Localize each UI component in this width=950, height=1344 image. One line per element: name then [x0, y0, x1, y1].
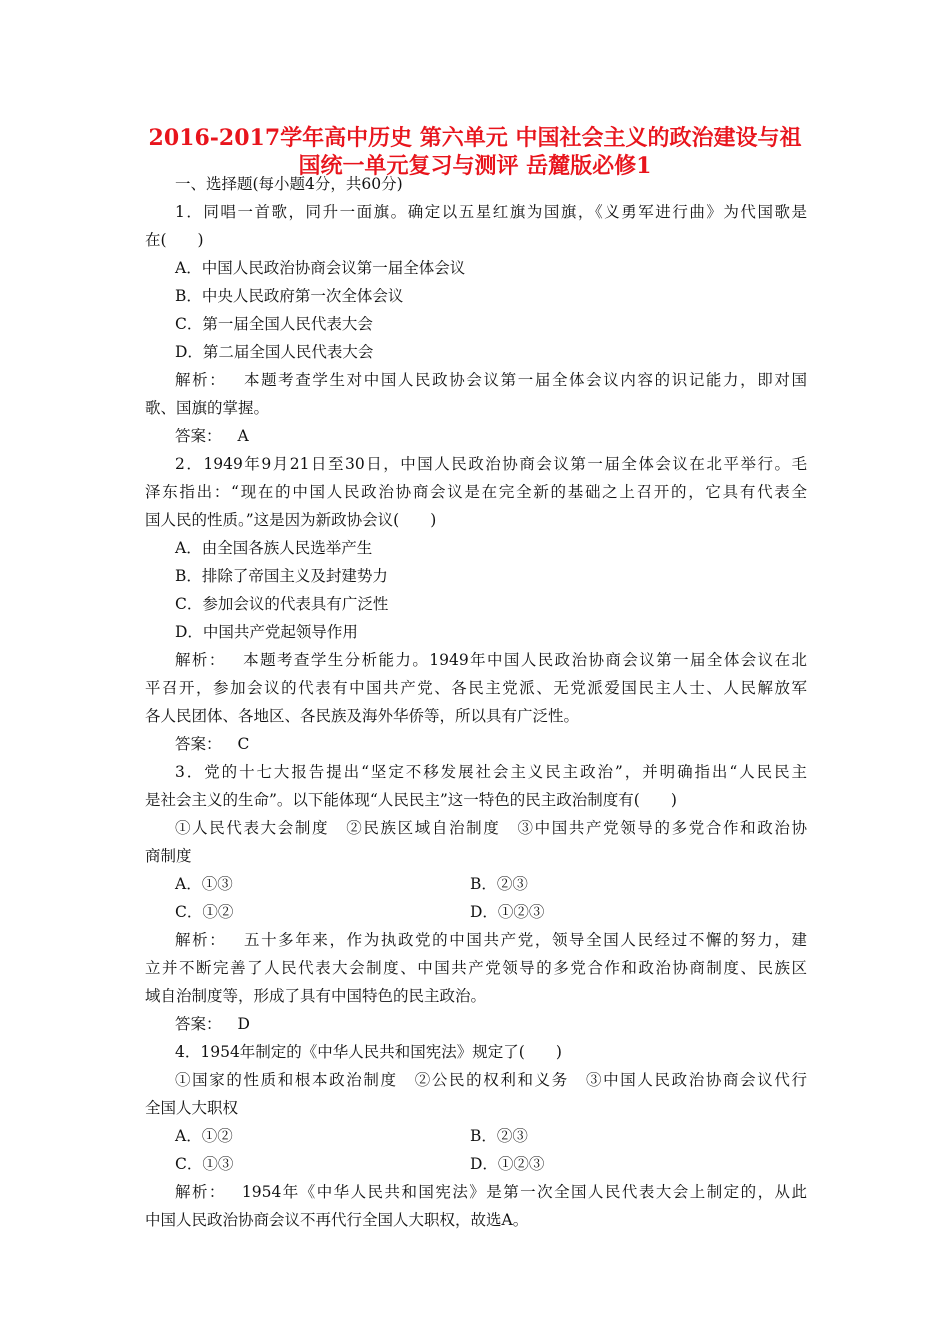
q1-analysis-label: 解析： [175, 371, 227, 389]
q1-answer [175, 422, 249, 450]
q3-analysis-line-3: 域自治制度等，形成了具有中国特色的民主政治。 [145, 987, 487, 1005]
q4-analysis-text: 1954年《中华人民共和国宪法》是第一次全国人民代表大会上制定的，从此 [241, 1183, 807, 1201]
q2-option-b: B．排除了帝国主义及封建势力 [175, 567, 388, 585]
q3-answer-value: D [237, 1015, 250, 1033]
q2-option-c: C．参加会议的代表具有广泛性 [175, 595, 389, 613]
q2-answer [175, 730, 249, 758]
q3-option-c: C．①② [175, 903, 234, 921]
q4-analysis-line-2: 中国人民政治协商会议不再代行全国人大职权，故选A。 [145, 1211, 529, 1229]
q3-analysis-label: 解析： [175, 931, 227, 949]
q4-option-a: A．①② [175, 1127, 233, 1145]
q4-analysis-label: 解析： [175, 1183, 226, 1201]
q2-analysis-line-3: 各人民团体、各地区、各民族及海外华侨等，所以具有广泛性。 [145, 707, 580, 725]
q2-analysis-text: 本题考查学生分析能力。1949年中国人民政治协商会议第一届全体会议在北 [241, 651, 807, 669]
q1-option-c: C．第一届全国人民代表大会 [175, 315, 373, 333]
q3-items-line-1: ①人民代表大会制度 ②民族区域自治制度 ③中国共产党领导的多党合作和政治协 [175, 819, 807, 837]
q3-option-b: B．②③ [470, 875, 528, 893]
q3-items-line-2: 商制度 [145, 847, 192, 865]
q4-stem-line-1: 4．1954年制定的《中华人民共和国宪法》规定了( ) [175, 1043, 562, 1061]
q3-analysis-text: 五十多年来，作为执政党的中国共产党，领导全国人民经过不懈的努力，建 [242, 931, 807, 949]
q4-option-d: D．①②③ [470, 1155, 545, 1173]
q2-answer-label: 答案： [175, 735, 222, 753]
q1-answer-value: A [237, 427, 249, 445]
section-heading: 一、选择题(每小题4分，共60分) [175, 175, 403, 193]
q2-analysis-line-1 [175, 646, 807, 674]
q1-option-d: D．第二届全国人民代表大会 [175, 343, 374, 361]
q3-analysis-line-2: 立并不断完善了人民代表大会制度、中国共产党领导的多党合作和政治协商制度、民族区 [145, 959, 807, 977]
q3-answer-label: 答案： [175, 1015, 222, 1033]
q2-stem-line-3: 国人民的性质。”这是因为新政协会议( ) [145, 511, 437, 529]
q1-analysis-line-1 [175, 366, 807, 394]
q4-option-c: C．①③ [175, 1155, 234, 1173]
q4-analysis-line-1 [175, 1178, 807, 1206]
q1-analysis-text: 本题考查学生对中国人民政协会议第一届全体会议内容的识记能力，即对国 [242, 371, 807, 389]
q3-option-a: A．①③ [175, 875, 233, 893]
q3-analysis-line-1 [175, 926, 807, 954]
q2-answer-value: C [237, 735, 250, 753]
q2-analysis-line-2: 平召开，参加会议的代表有中国共产党、各民主党派、无党派爱国民主人士、人民解放军 [145, 679, 807, 697]
q3-stem-line-2: 是社会主义的生命”。以下能体现“人民民主”这一特色的民主政治制度有( ) [145, 791, 677, 809]
document-title-line-2: 国统一单元复习与测评 岳麓版必修1 [298, 153, 652, 179]
q3-option-d: D．①②③ [470, 903, 545, 921]
q2-option-d: D．中国共产党起领导作用 [175, 623, 358, 641]
q2-stem-line-1: 2．1949年9月21日至30日，中国人民政治协商会议第一届全体会议在北平举行。毛 [175, 455, 807, 473]
q1-analysis-line-2: 歌、国旗的掌握。 [145, 399, 270, 417]
q1-option-a: A．中国人民政治协商会议第一届全体会议 [175, 259, 466, 277]
q2-stem-line-2: 泽东指出：“现在的中国人民政治协商会议是在完全新的基础之上召开的，它具有代表全 [145, 483, 807, 501]
q1-answer-label: 答案： [175, 427, 222, 445]
q2-analysis-label: 解析： [175, 651, 226, 669]
q1-stem-line-2: 在( ) [145, 231, 204, 249]
q2-option-a: A．由全国各族人民选举产生 [175, 539, 373, 557]
q4-items-line-2: 全国人大职权 [145, 1099, 239, 1117]
q3-stem-line-1: 3．党的十七大报告提出“坚定不移发展社会主义民主政治”，并明确指出“人民民主 [175, 763, 807, 781]
document-title-line-1: 2016-2017学年高中历史 第六单元 中国社会主义的政治建设与祖 [148, 125, 802, 151]
q4-items-line-1: ①国家的性质和根本政治制度 ②公民的权利和义务 ③中国人民政治协商会议代行 [175, 1071, 807, 1089]
q3-answer [175, 1010, 250, 1038]
q1-stem-line-1: 1．同唱一首歌，同升一面旗。确定以五星红旗为国旗，《义勇军进行曲》为代国歌是 [175, 203, 807, 221]
q4-option-b: B．②③ [470, 1127, 528, 1145]
q1-option-b: B．中央人民政府第一次全体会议 [175, 287, 404, 305]
